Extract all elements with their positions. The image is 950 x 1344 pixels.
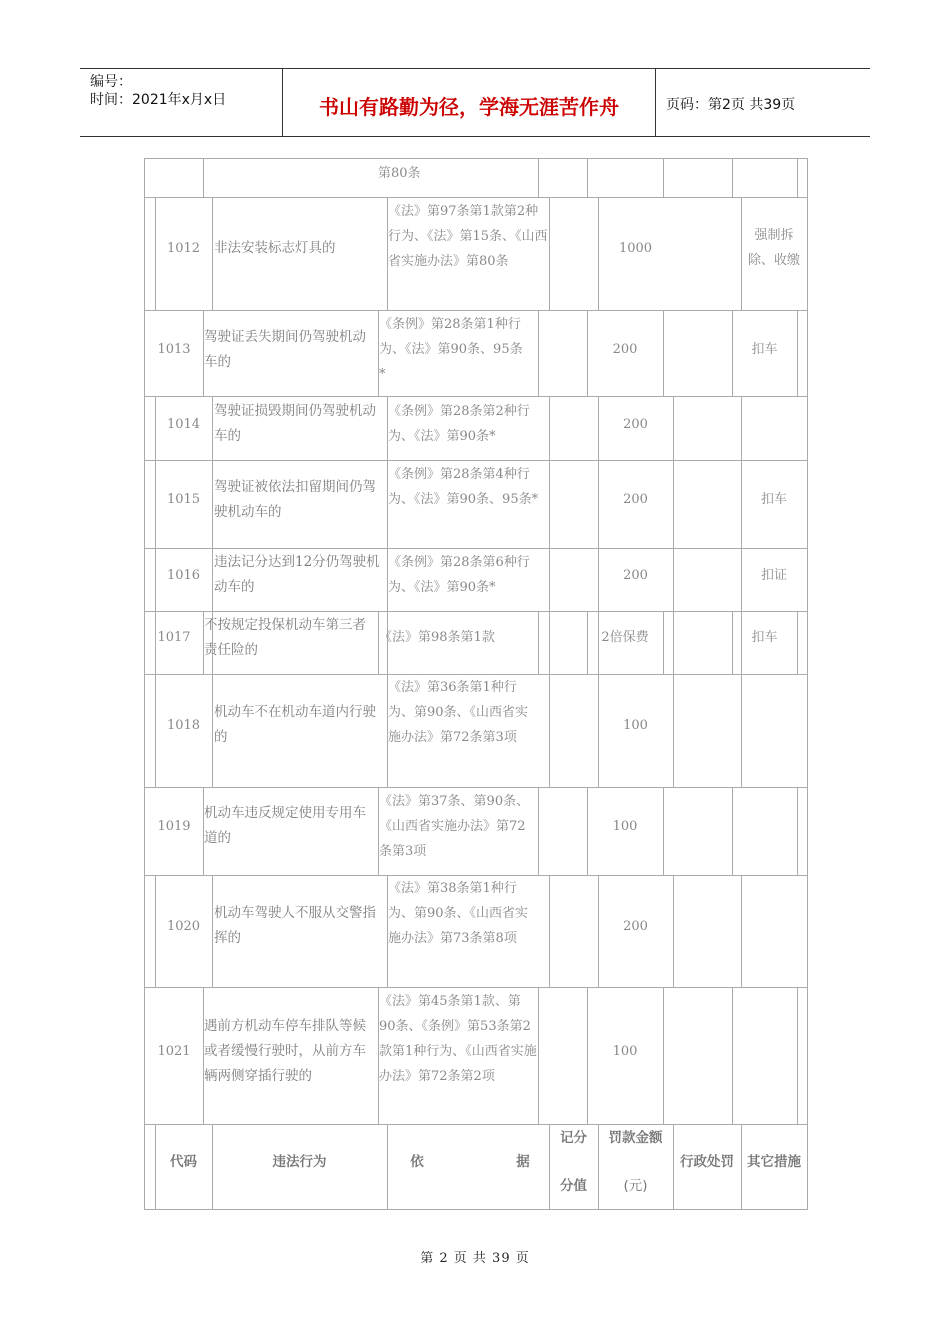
- number-label: 编号：: [90, 74, 132, 90]
- col-header-points-a: 记分: [560, 1130, 587, 1146]
- col-header-points-b: 分值: [560, 1178, 587, 1194]
- row-code: 1016: [166, 568, 201, 583]
- row-code: 1013: [157, 342, 191, 357]
- col-header-code: 代码: [170, 1154, 197, 1170]
- col-header-admin: 行政处罚: [680, 1154, 734, 1170]
- row-fine: 200: [623, 417, 648, 432]
- row-action: 机动车违反规定使用专用车道的: [204, 805, 366, 846]
- row-basis: 《法》第38条第1种行为、第90条、《山西省实施办法》第73条第8项: [388, 881, 529, 946]
- page-header: [80, 68, 870, 137]
- time-label: 时间：2021年x月x日: [90, 92, 227, 108]
- col-header-other: 其它措施: [747, 1154, 801, 1170]
- row-other: 强制拆除、收缴: [747, 228, 800, 268]
- row-fine: 200: [623, 568, 648, 583]
- row-basis: 《条例》第28条第6种行为、《法》第90条*: [388, 555, 530, 595]
- row-fine: 100: [623, 718, 648, 733]
- row-code: 1019: [157, 819, 191, 834]
- row-code: 1021: [157, 1044, 191, 1059]
- col-header-action: 违法行为: [272, 1154, 327, 1170]
- row-other: 扣车: [751, 342, 778, 357]
- header-divider: [655, 69, 656, 136]
- page-footer: 第 2 页 共 39 页: [420, 1251, 530, 1266]
- row-basis: 《法》第97条第1款第2种行为、《法》第15条、《山西省实施办法》第80条: [388, 204, 548, 269]
- row-fine: 100: [612, 1044, 638, 1059]
- col-header-fine-b: (元): [623, 1178, 648, 1194]
- row-fine: 2倍保费: [601, 630, 649, 645]
- row-code: 1018: [166, 718, 201, 733]
- row-action: 驾驶证被依法扣留期间仍驾驶机动车的: [214, 479, 376, 520]
- motto: 书山有路勤为径，学海无涯苦作舟: [319, 95, 619, 119]
- row-code: 1017: [157, 630, 191, 645]
- row-basis: 《法》第45条第1款、第90条、《条例》第53条第2款第1种行为、《山西省实施办法》第72条第2项: [379, 994, 537, 1084]
- header-meta: [90, 73, 226, 109]
- row-action: 违法记分达到12分仍驾驶机动车的: [214, 554, 380, 595]
- row-fine: 200: [623, 492, 648, 507]
- row-basis: 《法》第98条第1款: [379, 630, 495, 645]
- basis-continuation: 第80条: [378, 166, 421, 181]
- col-header-basis-b: 据: [516, 1154, 530, 1170]
- row-basis: 《条例》第28条第1种行为、《法》第90条、95条*: [379, 317, 523, 382]
- col-header-basis-a: 依: [410, 1154, 424, 1170]
- row-action: 机动车不在机动车道内行驶的: [214, 704, 376, 745]
- col-header-fine-a: 罚款金额: [608, 1130, 663, 1146]
- row-code: 1020: [166, 919, 201, 934]
- row-code: 1015: [166, 492, 201, 507]
- row-code: 1012: [166, 241, 201, 256]
- row-basis: 《条例》第28条第4种行为、《法》第90条、95条*: [388, 467, 539, 507]
- row-action: 不按规定投保机动车第三者责任险的: [204, 617, 366, 658]
- page-info: 页码：第2页 共39页: [666, 97, 796, 113]
- row-fine: 200: [623, 919, 648, 934]
- row-action: 非法安装标志灯具的: [214, 240, 336, 256]
- row-basis: 《条例》第28条第2种行为、《法》第90条*: [388, 404, 530, 444]
- row-basis: 《法》第36条第1种行为、第90条、《山西省实施办法》第72条第3项: [388, 680, 529, 745]
- row-other: 扣车: [751, 630, 778, 645]
- row-basis: 《法》第37条、第90条、《山西省实施办法》第72条第3项: [379, 794, 530, 859]
- row-fine: 100: [612, 819, 638, 834]
- row-action: 遇前方机动车停车排队等候或者缓慢行驶时，从前方车辆两侧穿插行驶的: [204, 1018, 366, 1084]
- row-fine: 200: [612, 342, 638, 357]
- row-fine: 1000: [618, 241, 653, 256]
- violation-table: [144, 158, 808, 1210]
- row-code: 1014: [166, 417, 201, 432]
- row-other: 扣车: [760, 492, 787, 507]
- row-action: 机动车驾驶人不服从交警指挥的: [214, 905, 376, 946]
- row-action: 驾驶证损毁期间仍驾驶机动车的: [214, 403, 376, 444]
- row-other: 扣证: [760, 568, 787, 583]
- row-action: 驾驶证丢失期间仍驾驶机动车的: [204, 329, 366, 370]
